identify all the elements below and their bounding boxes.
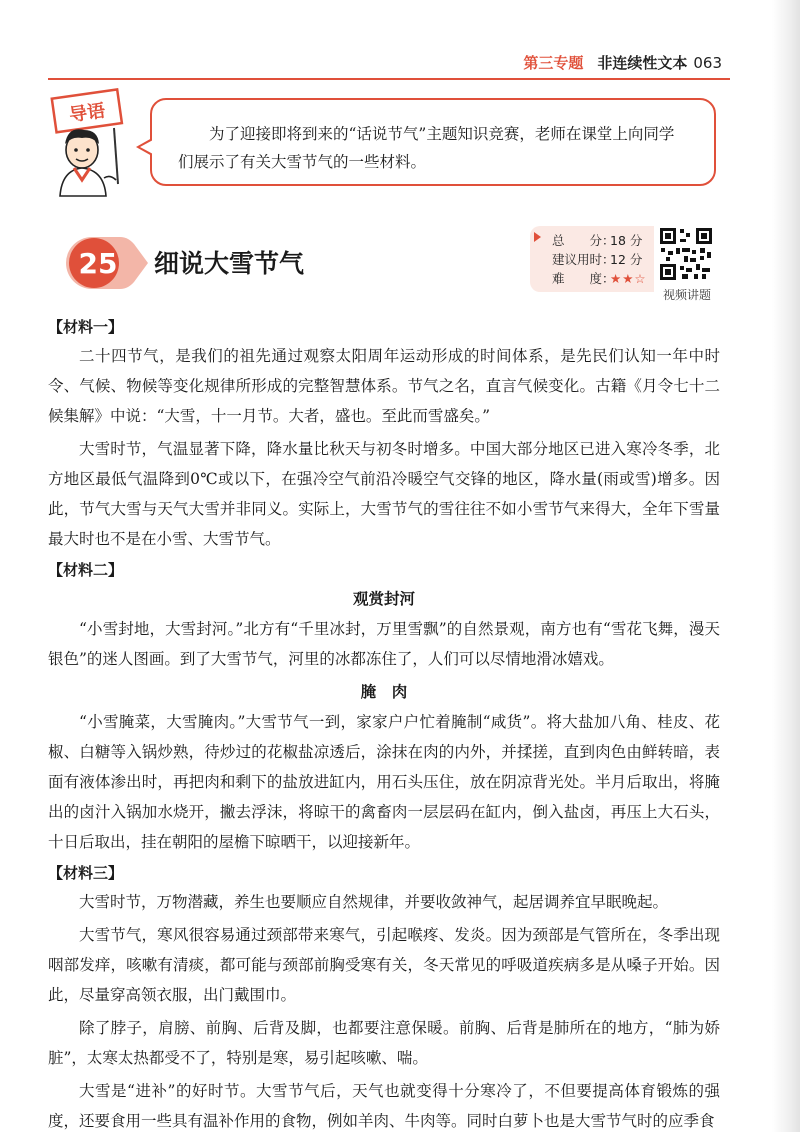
teacher-illustration bbox=[48, 88, 144, 198]
score-value: 18 分 bbox=[610, 233, 643, 248]
material-2-subheading-cured-meat: 腌 肉 bbox=[360, 683, 408, 701]
intro-text: 为了迎接即将到来的“话说节气”主题知识竞赛，老师在课堂上向同学们展示了有关大雪节气的一些材料。 bbox=[178, 125, 675, 171]
page-number: 063 bbox=[693, 54, 722, 72]
difficulty-stars-empty: ☆ bbox=[634, 271, 646, 286]
header-rule bbox=[48, 78, 730, 80]
material-3-paragraph: 大雪节气，寒风很容易通过颈部带来寒气，引起喉疼、发炎。因为颈部是气管所在，冬季出现咽部发痒，咳嗽有清痰，都可能与颈部前胸受寒有关，冬天常见的呼吸道疾病多是从嗓子开始。因此，尽量穿高领衣服，出门戴围巾。 bbox=[48, 926, 720, 1004]
difficulty-label: 难 度： bbox=[552, 271, 615, 286]
lesson-number-badge bbox=[60, 232, 150, 294]
time-value: 12 分 bbox=[610, 252, 643, 267]
material-1-label: 【材料一】 bbox=[48, 318, 124, 336]
material-3-label: 【材料三】 bbox=[48, 864, 124, 882]
material-3-paragraph: 除了脖子，肩膀、前胸、后背及脚，也都要注意保暖。前胸、后背是肺所在的地方，“肺为娇脏”，太寒太热都受不了，特别是寒，易引起咳嗽、喘。 bbox=[48, 1019, 720, 1067]
panel-marker-icon bbox=[534, 232, 541, 242]
section-name: 非连续性文本 bbox=[597, 54, 688, 72]
material-1-paragraph: 大雪时节，气温显著下降，降水量比秋天与初冬时增多。中国大部分地区已进入寒冷冬季，北方地区最低气温降到0℃或以下，在强冷空气前沿冷暖空气交锋的地区，降水量(雨或雪)增多。因此，节气大雪与天气大雪并非同义。实际上，大雪节气的雪往往不如小雪节气来得大，全年下雪量最大时也不是在小雪、大雪节气。 bbox=[48, 440, 720, 548]
qr-code-icon[interactable] bbox=[658, 226, 714, 282]
score-row bbox=[552, 231, 642, 249]
material-3-paragraph: 大雪是“进补”的好时节。大雪节气后，天气也就变得十分寒冷了，不但要提高体育锻炼的强度，还要食用一些具有温补作用的食物，例如羊肉、牛肉等。同时白萝卜也是大雪节气时的应季食 bbox=[48, 1082, 720, 1130]
info-panel bbox=[530, 226, 654, 292]
score-label: 总 分： bbox=[552, 233, 615, 248]
bubble-tail-inner bbox=[140, 140, 153, 154]
difficulty-stars-filled: ★★ bbox=[610, 271, 635, 286]
article-body bbox=[48, 314, 720, 1136]
intro-bubble bbox=[150, 98, 716, 186]
lesson-title: 细说大雪节气 bbox=[154, 249, 305, 278]
lesson-number: 25 bbox=[78, 247, 118, 280]
chapter-name: 第三专题 bbox=[523, 54, 584, 72]
material-3-paragraph: 大雪时节，万物潜藏，养生也要顺应自然规律，并要收敛神气，起居调养宜早眠晚起。 bbox=[79, 893, 669, 911]
difficulty-row bbox=[552, 269, 646, 287]
material-2-paragraph-frozen-river: “小雪封地，大雪封河。”北方有“千里冰封，万里雪飘”的自然景观，南方也有“雪花飞舞，漫天银色”的迷人图画。到了大雪节气，河里的冰都冻住了，人们可以尽情地滑冰嬉戏。 bbox=[48, 620, 720, 668]
material-2-paragraph-cured-meat: “小雪腌菜，大雪腌肉。”大雪节气一到，家家户户忙着腌制“咸货”。将大盐加八角、桂皮、花椒、白糖等入锅炒熟，待炒过的花椒盐凉透后，涂抹在肉的内外，并揉搓，直到肉色由鲜转暗，表面有液体渗出时，再把肉和剩下的盐放进缸内，用石头压住，放在阴凉背光处。半月后取出，将腌出的卤汁入锅加水烧开，撇去浮沫，将晾干的禽畜肉一层层码在缸内，倒入盐卤，再压上大石头，十日后取出，挂在朝阳的屋檐下晾晒干，以迎接新年。 bbox=[48, 713, 720, 851]
material-2-subheading-frozen-river: 观赏封河 bbox=[352, 590, 415, 608]
time-label: 建议用时： bbox=[552, 252, 615, 267]
intro-sign-label: 导语 bbox=[67, 100, 107, 127]
material-1-paragraph: 二十四节气，是我们的祖先通过观察太阳周年运动形成的时间体系，是先民们认知一年中时令、气候、物候等变化规律所形成的完整智慧体系。节气之名，直言气候变化。古籍《月令七十二候集解》中说：“大雪，十一月节。大者，盛也。至此而雪盛矣。” bbox=[48, 347, 720, 425]
page-edge-shadow bbox=[772, 0, 800, 1132]
running-header bbox=[523, 52, 722, 73]
material-2-label: 【材料二】 bbox=[48, 561, 124, 579]
qr-caption: 视频讲题 bbox=[662, 288, 711, 302]
time-row bbox=[552, 250, 642, 268]
